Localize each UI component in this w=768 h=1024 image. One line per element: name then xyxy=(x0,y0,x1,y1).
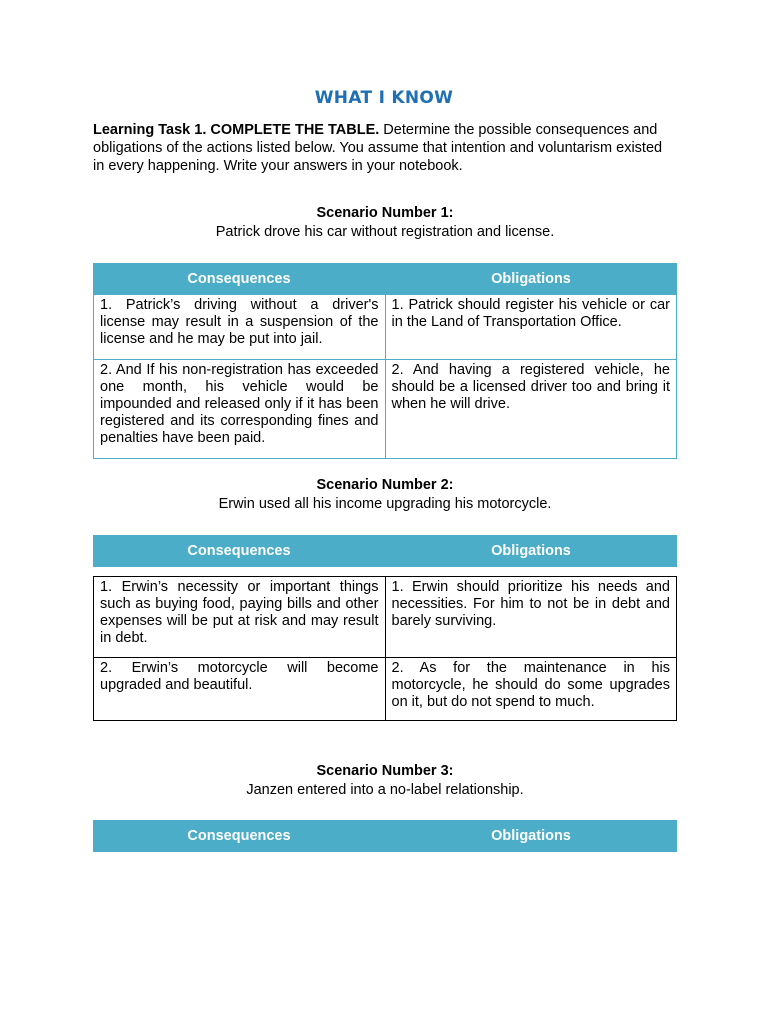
table-cell: 1. Erwin should prioritize his needs and necessities. For him to not be in debt and barely surviving. xyxy=(385,577,677,658)
table-header xyxy=(93,263,677,295)
task-text: Determine the possible consequences and obligations of the actions listed below. You assume that intention and voluntarism existed in every happening. Write your answers in your notebook. xyxy=(93,122,663,174)
table-row xyxy=(94,360,677,459)
header-consequences: Consequences xyxy=(187,271,291,287)
header-obligations: Obligations xyxy=(491,271,571,287)
header-consequences: Consequences xyxy=(187,828,291,844)
table-row xyxy=(94,658,677,721)
table-cell: 1. Patrick’s driving without a driver's license may result in a suspension of the license and he may be put into jail. xyxy=(94,295,386,360)
header-obligations: Obligations xyxy=(491,828,571,844)
table-cell: 2. And If his non-registration has exceeded one month, his vehicle would be impounded and released only if it has been registered and its corresponding fines and penalties have been paid. xyxy=(94,360,386,459)
scenario-2-table xyxy=(93,576,677,721)
table-header xyxy=(93,535,677,567)
header-obligations: Obligations xyxy=(491,543,571,559)
scenario-description: Patrick drove his car without registration and license. xyxy=(215,224,555,240)
table-cell: 2. Erwin’s motorcycle will become upgraded and beautiful. xyxy=(94,658,386,721)
scenario-2 xyxy=(93,476,677,514)
task-instructions xyxy=(93,121,677,175)
table-cell: 2. As for the maintenance in his motorcycle, he should do some upgrades on it, but do not spend to much. xyxy=(385,658,677,721)
table-header xyxy=(93,820,677,852)
table-row xyxy=(94,295,677,360)
scenario-number: Scenario Number 2: xyxy=(316,477,454,493)
scenario-number: Scenario Number 1: xyxy=(316,205,454,221)
scenario-description: Janzen entered into a no-label relationship. xyxy=(246,782,524,798)
table-row xyxy=(94,577,677,658)
table-cell: 2. And having a registered vehicle, he should be a licensed driver too and bring it when he will drive. xyxy=(385,360,677,459)
scenario-1 xyxy=(93,204,677,242)
scenario-description: Erwin used all his income upgrading his motorcycle. xyxy=(218,496,552,512)
scenario-1-table xyxy=(93,294,677,459)
section-heading: WHAT I KNOW xyxy=(314,88,454,108)
scenario-number: Scenario Number 3: xyxy=(316,763,454,779)
task-label: Learning Task 1. COMPLETE THE TABLE. xyxy=(93,122,380,138)
scenario-3 xyxy=(93,762,677,800)
table-cell: 1. Patrick should register his vehicle or car in the Land of Transportation Office. xyxy=(385,295,677,360)
table-cell: 1. Erwin’s necessity or important things such as buying food, paying bills and other expenses will be put at risk and may result in debt. xyxy=(94,577,386,658)
header-consequences: Consequences xyxy=(187,543,291,559)
